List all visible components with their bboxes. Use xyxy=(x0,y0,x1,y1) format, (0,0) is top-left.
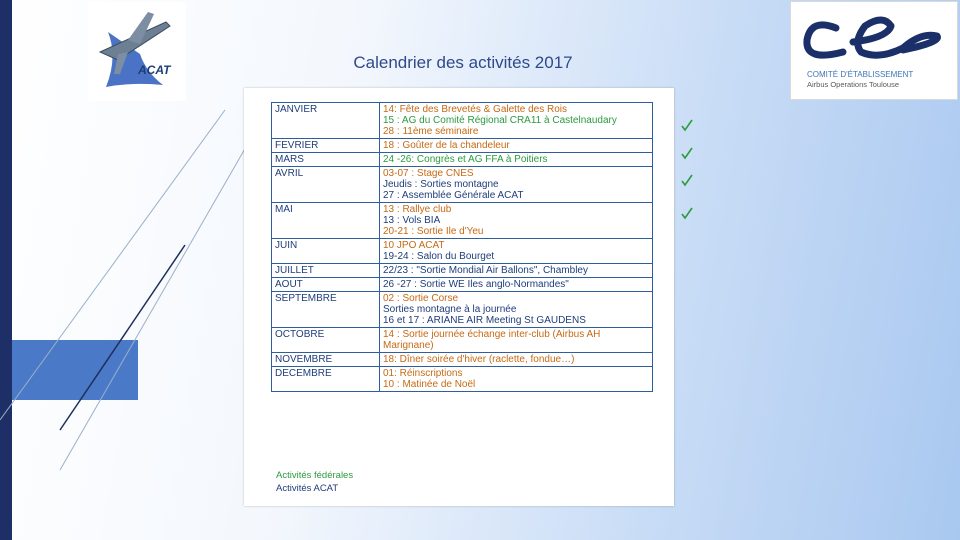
schedule-row xyxy=(272,167,653,203)
event-text: 10 JPO ACAT xyxy=(383,240,445,251)
events-cell xyxy=(380,167,653,203)
event-text: 14: Fête des Brevetés & Galette des Rois xyxy=(383,104,567,115)
page-title: Calendrier des activités 2017 xyxy=(353,53,573,72)
schedule-row xyxy=(272,328,653,353)
month-cell: DECEMBRE xyxy=(272,367,380,392)
schedule-row xyxy=(272,292,653,328)
checkmark-icon xyxy=(680,118,694,132)
month-cell: JANVIER xyxy=(272,103,380,139)
schedule-table xyxy=(271,102,653,392)
event-text: 18: Dîner soirée d'hiver (raclette, fondue…) xyxy=(383,354,575,365)
svg-text:ACAT: ACAT xyxy=(138,63,171,77)
events-cell xyxy=(380,103,653,139)
event-text: 28 : 11ème séminaire xyxy=(383,126,479,137)
events-cell xyxy=(380,264,653,278)
schedule-row xyxy=(272,278,653,292)
event-text: 27 : Assemblée Générale ACAT xyxy=(383,190,524,201)
event-text: 16 et 17 : ARIANE AIR Meeting St GAUDENS xyxy=(383,315,586,326)
legend xyxy=(276,469,353,495)
month-cell: AOUT xyxy=(272,278,380,292)
events-cell xyxy=(380,203,653,239)
event-text: 26 -27 : Sortie WE Iles anglo-Normandes" xyxy=(383,279,569,290)
event-text: 02 : Sortie Corse xyxy=(383,293,459,304)
event-text: 13 : Vols BIA xyxy=(383,215,441,226)
events-cell xyxy=(380,367,653,392)
event-text: Sorties montagne à la journée xyxy=(383,304,517,315)
schedule-row xyxy=(272,367,653,392)
month-cell: JUILLET xyxy=(272,264,380,278)
event-text: 24 -26: Congrès et AG FFA à Poitiers xyxy=(383,154,548,165)
event-text: 13 : Rallye club xyxy=(383,204,452,215)
legend-federal: Activités fédérales xyxy=(276,470,354,481)
month-cell: MAI xyxy=(272,203,380,239)
event-text: Jeudis : Sorties montagne xyxy=(383,179,499,190)
events-cell xyxy=(380,239,653,264)
schedule-row xyxy=(272,103,653,139)
schedule-row xyxy=(272,203,653,239)
schedule-row xyxy=(272,239,653,264)
events-cell xyxy=(380,292,653,328)
event-text: 10 : Matinée de Noël xyxy=(383,379,476,390)
schedule-row xyxy=(272,353,653,367)
event-text: Marignane) xyxy=(383,340,434,351)
events-cell xyxy=(380,353,653,367)
event-text: 15 : AG du Comité Régional CRA11 à Castelnaudary xyxy=(383,115,617,126)
event-text: 18 : Goûter de la chandeleur xyxy=(383,140,510,151)
month-cell: FEVRIER xyxy=(272,139,380,153)
event-text: 14 : Sortie journée échange inter-club (Airbus AH xyxy=(383,329,601,340)
svg-text:COMITÉ D'ÉTABLISSEMENT: COMITÉ D'ÉTABLISSEMENT xyxy=(807,70,914,79)
event-text: 03-07 : Stage CNES xyxy=(383,168,474,179)
checkmark-icon xyxy=(680,146,694,160)
month-cell: SEPTEMBRE xyxy=(272,292,380,328)
month-cell: JUIN xyxy=(272,239,380,264)
ce-logo xyxy=(790,1,958,100)
svg-text:Airbus Operations Toulouse: Airbus Operations Toulouse xyxy=(807,80,899,89)
events-cell xyxy=(380,139,653,153)
acat-airplane-icon xyxy=(88,2,186,101)
acat-logo xyxy=(88,2,186,101)
event-text: 22/23 : "Sortie Mondial Air Ballons", Chambley xyxy=(383,265,588,276)
event-text: 19-24 : Salon du Bourget xyxy=(383,251,495,262)
event-text: 01: Réinscriptions xyxy=(383,368,463,379)
month-cell: MARS xyxy=(272,153,380,167)
ce-logo-mark xyxy=(791,2,957,99)
calendar-sheet xyxy=(244,88,674,506)
schedule-row xyxy=(272,264,653,278)
event-text: 20-21 : Sortie Ile d'Yeu xyxy=(383,226,484,237)
legend-acat: Activités ACAT xyxy=(276,483,339,494)
events-cell xyxy=(380,153,653,167)
events-cell xyxy=(380,328,653,353)
schedule-row xyxy=(272,139,653,153)
checkmark-icon xyxy=(680,206,694,220)
checkmark-icon xyxy=(680,173,694,187)
month-cell: AVRIL xyxy=(272,167,380,203)
month-cell: NOVEMBRE xyxy=(272,353,380,367)
events-cell xyxy=(380,278,653,292)
schedule-row xyxy=(272,153,653,167)
month-cell: OCTOBRE xyxy=(272,328,380,353)
